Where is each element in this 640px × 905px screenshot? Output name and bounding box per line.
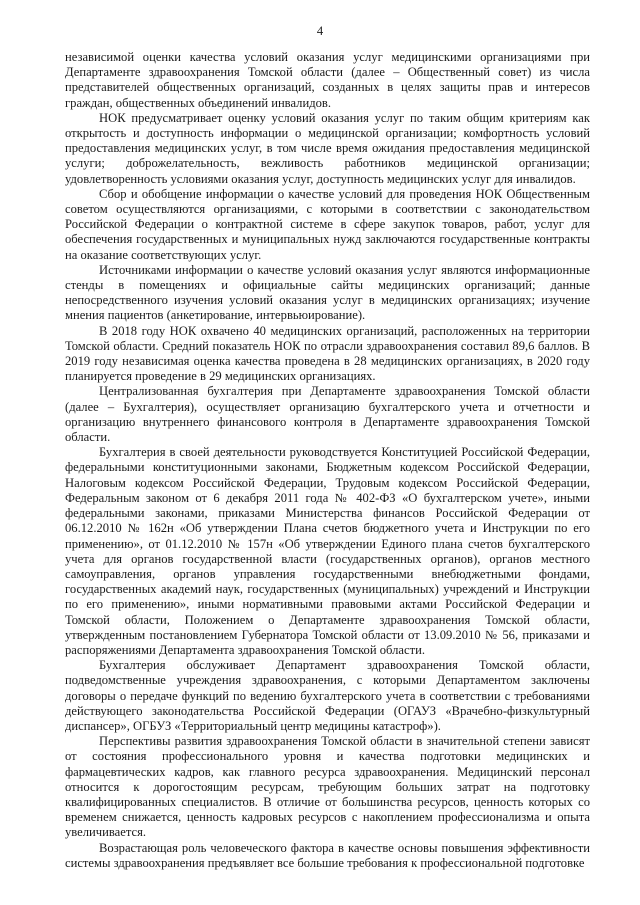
paragraph-accounting-intro: Централизованная бухгалтерия при Департаменте здравоохранения Томской области (далее – Бухгалтерия), осуществляет организацию бухгалтерского учета и отчетности и организацию внутреннего финансового контроля в Департаменте здравоохранения Томской области. (65, 384, 590, 445)
paragraph-info-sources: Источниками информации о качестве условий оказания услуг являются информационные стенды в помещениях и официальные сайты медицинских организаций; данные непосредственного изучения условий оказания услуг в медицинских организациях; изучение мнения пациентов (анкетирование, интервьюирование). (65, 262, 590, 323)
paragraph-accounting-services: Бухгалтерия обслуживает Департамент здравоохранения Томской области, подведомственные учреждения здравоохранения, с которыми Департаментом заключены договоры о передаче функций по ведению бухгалтерского учета в соответствии с требованиями действующего законодательства Российской Федерации (ОГАУЗ «Врачебно-физкультурный диспансер», ОГБУЗ «Территориальный центр медицины катастроф»). (65, 658, 590, 733)
page-number: 4 (316, 24, 324, 38)
paragraph-nok-criteria: НОК предусматривает оценку условий оказания услуг по таким общим критериям как открытость и доступность информации о медицинской организации; комфортность условий предоставления медицинских услуг, в том числе время ожидания предоставления медицинской услуги; доброжелательность, вежливость работников медицинской организации; удовлетворенность условиями оказания услуг, доступность медицинских услуг для инвалидов. (65, 110, 590, 186)
document-body (65, 50, 590, 871)
paragraph-nok-2018: В 2018 году НОК охвачено 40 медицинских организаций, расположенных на территории Томской области. Средний показатель НОК по отрасли здравоохранения составил 89,6 баллов. В 2019 году независимая оценка качества проведена в 28 медицинских организациях, в 2020 году планируется проведение в 29 медицинских организациях. (65, 323, 590, 384)
paragraph-human-factor: Возрастающая роль человеческого фактора в качестве основы повышения эффективности системы здравоохранения предъявляет все большие требования к профессиональной подготовке (65, 840, 590, 870)
paragraph-data-collection: Сбор и обобщение информации о качестве условий для проведения НОК Общественным советом осуществляются организациями, с которыми в соответствии с законодательством Российской Федерации о контрактной системе в сфере закупок товаров, работ, услуг для обеспечения государственных и муниципальных нужд заключаются государственные контракты на оказание соответствующих услуг. (65, 186, 590, 262)
paragraph-continuation: независимой оценки качества условий оказания услуг медицинскими организациями при Департаменте здравоохранения Томской области (далее – Общественный совет) из числа представителей общественных организаций, созданных в целях защиты прав и интересов граждан, общественных объединений инвалидов. (65, 50, 590, 110)
paragraph-accounting-laws: Бухгалтерия в своей деятельности руководствуется Конституцией Российской Федерации, федеральными конституционными законами, Бюджетным кодексом Российской Федерации, Налоговым кодексом Российской Федерации, Трудовым кодексом Российской Федерации, Федеральным законом от 6 декабря 2011 года № 402-ФЗ «О бухгалтерском учете», иными федеральными законами, приказами Министерства финансов Российской Федерации от 06.12.2010 № 162н «Об утверждении Плана счетов бюджетного учета и Инструкции по его применению», от 01.12.2010 № 157н «Об утверждении Единого плана счетов бухгалтерского учета для органов государственной власти (государственных органов), органов местного самоуправления, органов управления государственными внебюджетными фондами, государственных академий наук, государственных (муниципальных) учреждений и Инструкции по его применению», иными нормативными правовыми актами Российской Федерации и Томской области, Положением о Департаменте здравоохранения Томской области, утвержденным постановлением Губернатора Томской области от 13.09.2010 № 56, приказами и распоряжениями Департамента здравоохранения Томской области. (65, 445, 590, 657)
paragraph-staffing-prospects: Перспективы развития здравоохранения Томской области в значительной степени зависят от состояния профессионального уровня и качества подготовки медицинских и фармацевтических кадров, как главного ресурса здравоохранения. Медицинский персонал относится к дорогостоящим ресурсам, требующим больших затрат на подготовку квалифицированных специалистов. В отличие от большинства ресурсов, ценность которых со временем снижается, ценность кадровых ресурсов с накоплением профессионализма и опыта увеличивается. (65, 734, 590, 840)
